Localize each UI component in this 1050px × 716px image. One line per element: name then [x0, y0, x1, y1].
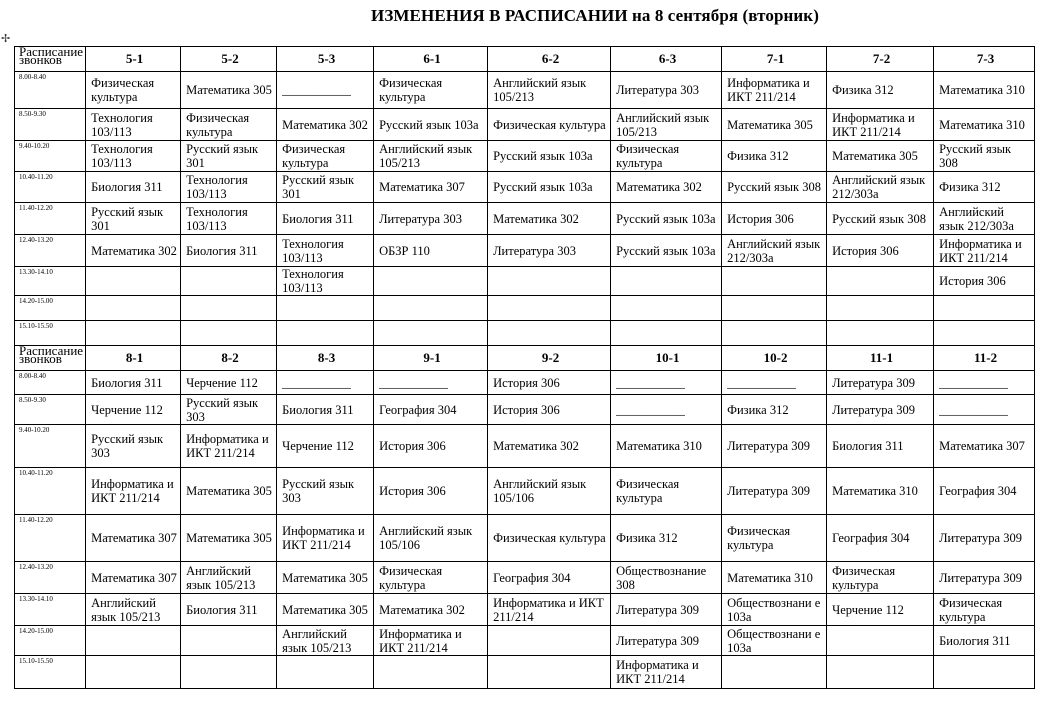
lesson-cell [722, 267, 827, 296]
lesson-cell [827, 321, 934, 346]
class-header: 5-2 [181, 47, 277, 72]
lesson-cell: Русский язык 303 [277, 468, 374, 515]
lesson-cell: Физическая культура [611, 141, 722, 172]
lesson-cell: Технология 103/113 [86, 141, 181, 172]
lesson-time: 13.30-14.10 [15, 594, 86, 626]
lesson-cell: Физическая культура [86, 72, 181, 109]
lesson-cell: Математика 307 [934, 425, 1035, 468]
lesson-cell [86, 321, 181, 346]
lesson-cell: Технология 103/113 [181, 203, 277, 235]
lesson-cell: Физика 312 [934, 172, 1035, 203]
lesson-cell: Литература 303 [488, 235, 611, 267]
lesson-cell: Физическая культура [611, 468, 722, 515]
lesson-cell [374, 296, 488, 321]
lesson-cell: Физическая культура [722, 515, 827, 562]
lesson-cell: Биология 311 [86, 371, 181, 395]
lesson-cell: История 306 [488, 371, 611, 395]
lesson-time: 8.00-8.40 [15, 371, 86, 395]
lesson-cell: Математика 310 [827, 468, 934, 515]
bell-schedule-header: Расписание звонков [15, 346, 86, 371]
class-header: 7-1 [722, 47, 827, 72]
lesson-cell: Математика 305 [827, 141, 934, 172]
lesson-cell: ___________ [722, 371, 827, 395]
lesson-cell: Биология 311 [934, 626, 1035, 656]
lesson-cell: Литература 303 [611, 72, 722, 109]
bell-schedule-header: Расписание звонков [15, 47, 86, 72]
lesson-cell: Физическая культура [827, 562, 934, 594]
lesson-time: 10.40-11.20 [15, 172, 86, 203]
lesson-cell [611, 267, 722, 296]
lesson-cell: ___________ [277, 371, 374, 395]
lesson-cell [827, 267, 934, 296]
lesson-cell: История 306 [374, 468, 488, 515]
lesson-cell: ___________ [934, 395, 1035, 425]
lesson-cell: Английский язык 105/213 [374, 141, 488, 172]
lesson-time: 14.20-15.00 [15, 296, 86, 321]
lesson-row [15, 626, 1035, 656]
class-header: 10-1 [611, 346, 722, 371]
lesson-cell: Черчение 112 [181, 371, 277, 395]
move-cross-icon[interactable]: ✢ [1, 33, 11, 45]
lesson-cell [827, 626, 934, 656]
lesson-cell [86, 267, 181, 296]
class-header: 11-2 [934, 346, 1035, 371]
lesson-cell: Математика 302 [488, 203, 611, 235]
lesson-cell: Математика 307 [374, 172, 488, 203]
lesson-cell [488, 626, 611, 656]
lesson-cell: Обществознание 308 [611, 562, 722, 594]
lesson-cell: Английский язык 105/213 [277, 626, 374, 656]
lesson-cell: Информатика и ИКТ 211/214 [827, 109, 934, 141]
schedule-table [14, 46, 1035, 689]
lesson-cell: География 304 [827, 515, 934, 562]
lesson-cell: Физика 312 [722, 395, 827, 425]
lesson-cell: Математика 302 [374, 594, 488, 626]
lesson-cell [827, 656, 934, 689]
lesson-cell: Литература 303 [374, 203, 488, 235]
lesson-cell: Русский язык 303 [181, 395, 277, 425]
lesson-cell [181, 321, 277, 346]
lesson-cell: Математика 305 [277, 594, 374, 626]
lesson-cell [181, 267, 277, 296]
lesson-cell: История 306 [934, 267, 1035, 296]
lesson-cell: Информатика и ИКТ 211/214 [934, 235, 1035, 267]
lesson-cell: Черчение 112 [277, 425, 374, 468]
lesson-time: 13.30-14.10 [15, 267, 86, 296]
lesson-cell: Математика 307 [86, 515, 181, 562]
lesson-cell: ___________ [611, 395, 722, 425]
lesson-cell: История 306 [722, 203, 827, 235]
lesson-cell [374, 267, 488, 296]
lesson-cell: Литература 309 [722, 468, 827, 515]
lesson-cell: История 306 [488, 395, 611, 425]
lesson-cell: Математика 310 [722, 562, 827, 594]
lesson-cell: Информатика и ИКТ 211/214 [488, 594, 611, 626]
lesson-cell: Физическая культура [181, 109, 277, 141]
lesson-row [15, 109, 1035, 141]
lesson-cell [181, 656, 277, 689]
lesson-row [15, 321, 1035, 346]
lesson-row [15, 656, 1035, 689]
lesson-cell: История 306 [374, 425, 488, 468]
class-header: 8-1 [86, 346, 181, 371]
lesson-cell: Биология 311 [86, 172, 181, 203]
class-header: 9-2 [488, 346, 611, 371]
lesson-cell: Биология 311 [277, 203, 374, 235]
lesson-cell: Технология 103/113 [86, 109, 181, 141]
lesson-cell: Обществознани е 103а [722, 626, 827, 656]
lesson-cell: География 304 [488, 562, 611, 594]
lesson-cell: Черчение 112 [827, 594, 934, 626]
class-header: 6-3 [611, 47, 722, 72]
lesson-cell: Математика 302 [488, 425, 611, 468]
lesson-cell: Английский язык 212/303а [827, 172, 934, 203]
lesson-cell: Математика 302 [277, 109, 374, 141]
lesson-cell [181, 626, 277, 656]
lesson-cell: Литература 309 [827, 371, 934, 395]
lesson-time: 8.50-9.30 [15, 109, 86, 141]
lesson-cell: Русский язык 308 [827, 203, 934, 235]
lesson-cell: Информатика и ИКТ 211/214 [86, 468, 181, 515]
lesson-cell [277, 321, 374, 346]
page-title: ИЗМЕНЕНИЯ В РАСПИСАНИИ на 8 сентября (вторник) [371, 6, 819, 25]
lesson-time: 8.00-8.40 [15, 72, 86, 109]
lesson-cell: География 304 [374, 395, 488, 425]
lesson-row [15, 235, 1035, 267]
lesson-cell: Математика 305 [722, 109, 827, 141]
lesson-cell [181, 296, 277, 321]
lesson-cell: Технология 103/113 [277, 235, 374, 267]
lesson-cell: Физическая культура [488, 109, 611, 141]
lesson-cell [277, 296, 374, 321]
lesson-cell: Литература 309 [611, 626, 722, 656]
lesson-cell: Технология 103/113 [277, 267, 374, 296]
lesson-cell: Английский язык 105/213 [611, 109, 722, 141]
lesson-cell: Русский язык 103а [611, 235, 722, 267]
lesson-cell [86, 656, 181, 689]
lesson-row [15, 395, 1035, 425]
lesson-cell: ___________ [934, 371, 1035, 395]
lesson-cell [374, 321, 488, 346]
lesson-cell: ОБЗР 110 [374, 235, 488, 267]
lesson-cell: Физика 312 [611, 515, 722, 562]
lesson-time: 14.20-15.00 [15, 626, 86, 656]
lesson-cell: Физическая культура [374, 562, 488, 594]
lesson-cell: Русский язык 308 [722, 172, 827, 203]
lesson-cell: Английский язык 212/303а [934, 203, 1035, 235]
lesson-cell: Английский язык 105/106 [374, 515, 488, 562]
lesson-cell: Обществознани е 103а [722, 594, 827, 626]
lesson-cell: Физическая культура [277, 141, 374, 172]
lesson-cell: Русский язык 301 [181, 141, 277, 172]
lesson-cell: Русский язык 103а [488, 172, 611, 203]
lesson-cell: Физическая культура [934, 594, 1035, 626]
lesson-cell: Физика 312 [722, 141, 827, 172]
lesson-row [15, 515, 1035, 562]
lesson-cell: Технология 103/113 [181, 172, 277, 203]
lesson-cell: Математика 305 [181, 515, 277, 562]
lesson-cell: Русский язык 103а [374, 109, 488, 141]
class-header: 5-3 [277, 47, 374, 72]
lesson-cell: Русский язык 301 [277, 172, 374, 203]
class-header: 9-1 [374, 346, 488, 371]
lesson-cell [86, 626, 181, 656]
lesson-cell: Русский язык 103а [488, 141, 611, 172]
lesson-time: 10.40-11.20 [15, 468, 86, 515]
lesson-cell [722, 321, 827, 346]
lesson-cell: Английский язык 105/213 [488, 72, 611, 109]
class-header: 7-3 [934, 47, 1035, 72]
lesson-row [15, 562, 1035, 594]
lesson-cell [827, 296, 934, 321]
lesson-row [15, 141, 1035, 172]
lesson-time: 8.50-9.30 [15, 395, 86, 425]
lesson-cell: Литература 309 [934, 562, 1035, 594]
lesson-cell [488, 656, 611, 689]
lesson-cell: Математика 305 [181, 72, 277, 109]
lesson-cell: Биология 311 [827, 425, 934, 468]
lesson-cell: Математика 310 [611, 425, 722, 468]
lesson-row [15, 296, 1035, 321]
lesson-cell: Физика 312 [827, 72, 934, 109]
lesson-cell: Физическая культура [374, 72, 488, 109]
class-header: 11-1 [827, 346, 934, 371]
lesson-cell: Русский язык 303 [86, 425, 181, 468]
lesson-cell: Литература 309 [611, 594, 722, 626]
lesson-cell: Биология 311 [181, 235, 277, 267]
class-header: 5-1 [86, 47, 181, 72]
lesson-cell [86, 296, 181, 321]
lesson-cell: Информатика и ИКТ 211/214 [181, 425, 277, 468]
lesson-cell [488, 267, 611, 296]
lesson-cell: Биология 311 [277, 395, 374, 425]
lesson-cell: Информатика и ИКТ 211/214 [374, 626, 488, 656]
lesson-cell [722, 656, 827, 689]
lesson-time: 12.40-13.20 [15, 235, 86, 267]
lesson-cell [277, 656, 374, 689]
lesson-cell [611, 296, 722, 321]
class-header: 6-1 [374, 47, 488, 72]
lesson-cell: Английский язык 105/213 [86, 594, 181, 626]
lesson-cell [934, 656, 1035, 689]
lesson-cell: Литература 309 [722, 425, 827, 468]
lesson-cell: ___________ [611, 371, 722, 395]
lesson-cell: Русский язык 301 [86, 203, 181, 235]
lesson-cell [374, 656, 488, 689]
class-header: 7-2 [827, 47, 934, 72]
lesson-cell: Русский язык 103а [611, 203, 722, 235]
lesson-cell: Математика 305 [277, 562, 374, 594]
lesson-cell: Английский язык 105/213 [181, 562, 277, 594]
class-header: 10-2 [722, 346, 827, 371]
lesson-row [15, 72, 1035, 109]
lesson-cell: Английский язык 212/303а [722, 235, 827, 267]
lesson-time: 11.40-12.20 [15, 515, 86, 562]
lesson-cell: Математика 302 [86, 235, 181, 267]
lesson-cell: История 306 [827, 235, 934, 267]
lesson-cell [611, 321, 722, 346]
lesson-cell: Информатика и ИКТ 211/214 [277, 515, 374, 562]
lesson-cell: ___________ [374, 371, 488, 395]
lesson-cell: Русский язык 308 [934, 141, 1035, 172]
lesson-row [15, 468, 1035, 515]
lesson-row [15, 267, 1035, 296]
lesson-cell: Черчение 112 [86, 395, 181, 425]
lesson-time: 15.10-15.50 [15, 321, 86, 346]
lesson-time: 9.40-10.20 [15, 141, 86, 172]
lesson-cell: Английский язык 105/106 [488, 468, 611, 515]
lesson-cell: Литература 309 [827, 395, 934, 425]
lesson-cell: Информатика и ИКТ 211/214 [722, 72, 827, 109]
lesson-cell [488, 321, 611, 346]
class-header: 8-2 [181, 346, 277, 371]
lesson-row [15, 371, 1035, 395]
lesson-cell [934, 296, 1035, 321]
lesson-row [15, 594, 1035, 626]
lesson-row [15, 203, 1035, 235]
class-header: 6-2 [488, 47, 611, 72]
lesson-cell: Математика 302 [611, 172, 722, 203]
lesson-cell [934, 321, 1035, 346]
lesson-cell: ___________ [277, 72, 374, 109]
lesson-time: 11.40-12.20 [15, 203, 86, 235]
lesson-time: 15.10-15.50 [15, 656, 86, 689]
lesson-cell: Математика 305 [181, 468, 277, 515]
lesson-cell: Биология 311 [181, 594, 277, 626]
lesson-row [15, 425, 1035, 468]
lesson-row [15, 172, 1035, 203]
lesson-cell [488, 296, 611, 321]
lesson-cell: Физическая культура [488, 515, 611, 562]
lesson-cell: Математика 310 [934, 72, 1035, 109]
lesson-cell: Информатика и ИКТ 211/214 [611, 656, 722, 689]
lesson-cell: Математика 307 [86, 562, 181, 594]
lesson-cell [722, 296, 827, 321]
lesson-time: 12.40-13.20 [15, 562, 86, 594]
class-header: 8-3 [277, 346, 374, 371]
lesson-cell: Литература 309 [934, 515, 1035, 562]
lesson-cell: Математика 310 [934, 109, 1035, 141]
lesson-time: 9.40-10.20 [15, 425, 86, 468]
lesson-cell: География 304 [934, 468, 1035, 515]
